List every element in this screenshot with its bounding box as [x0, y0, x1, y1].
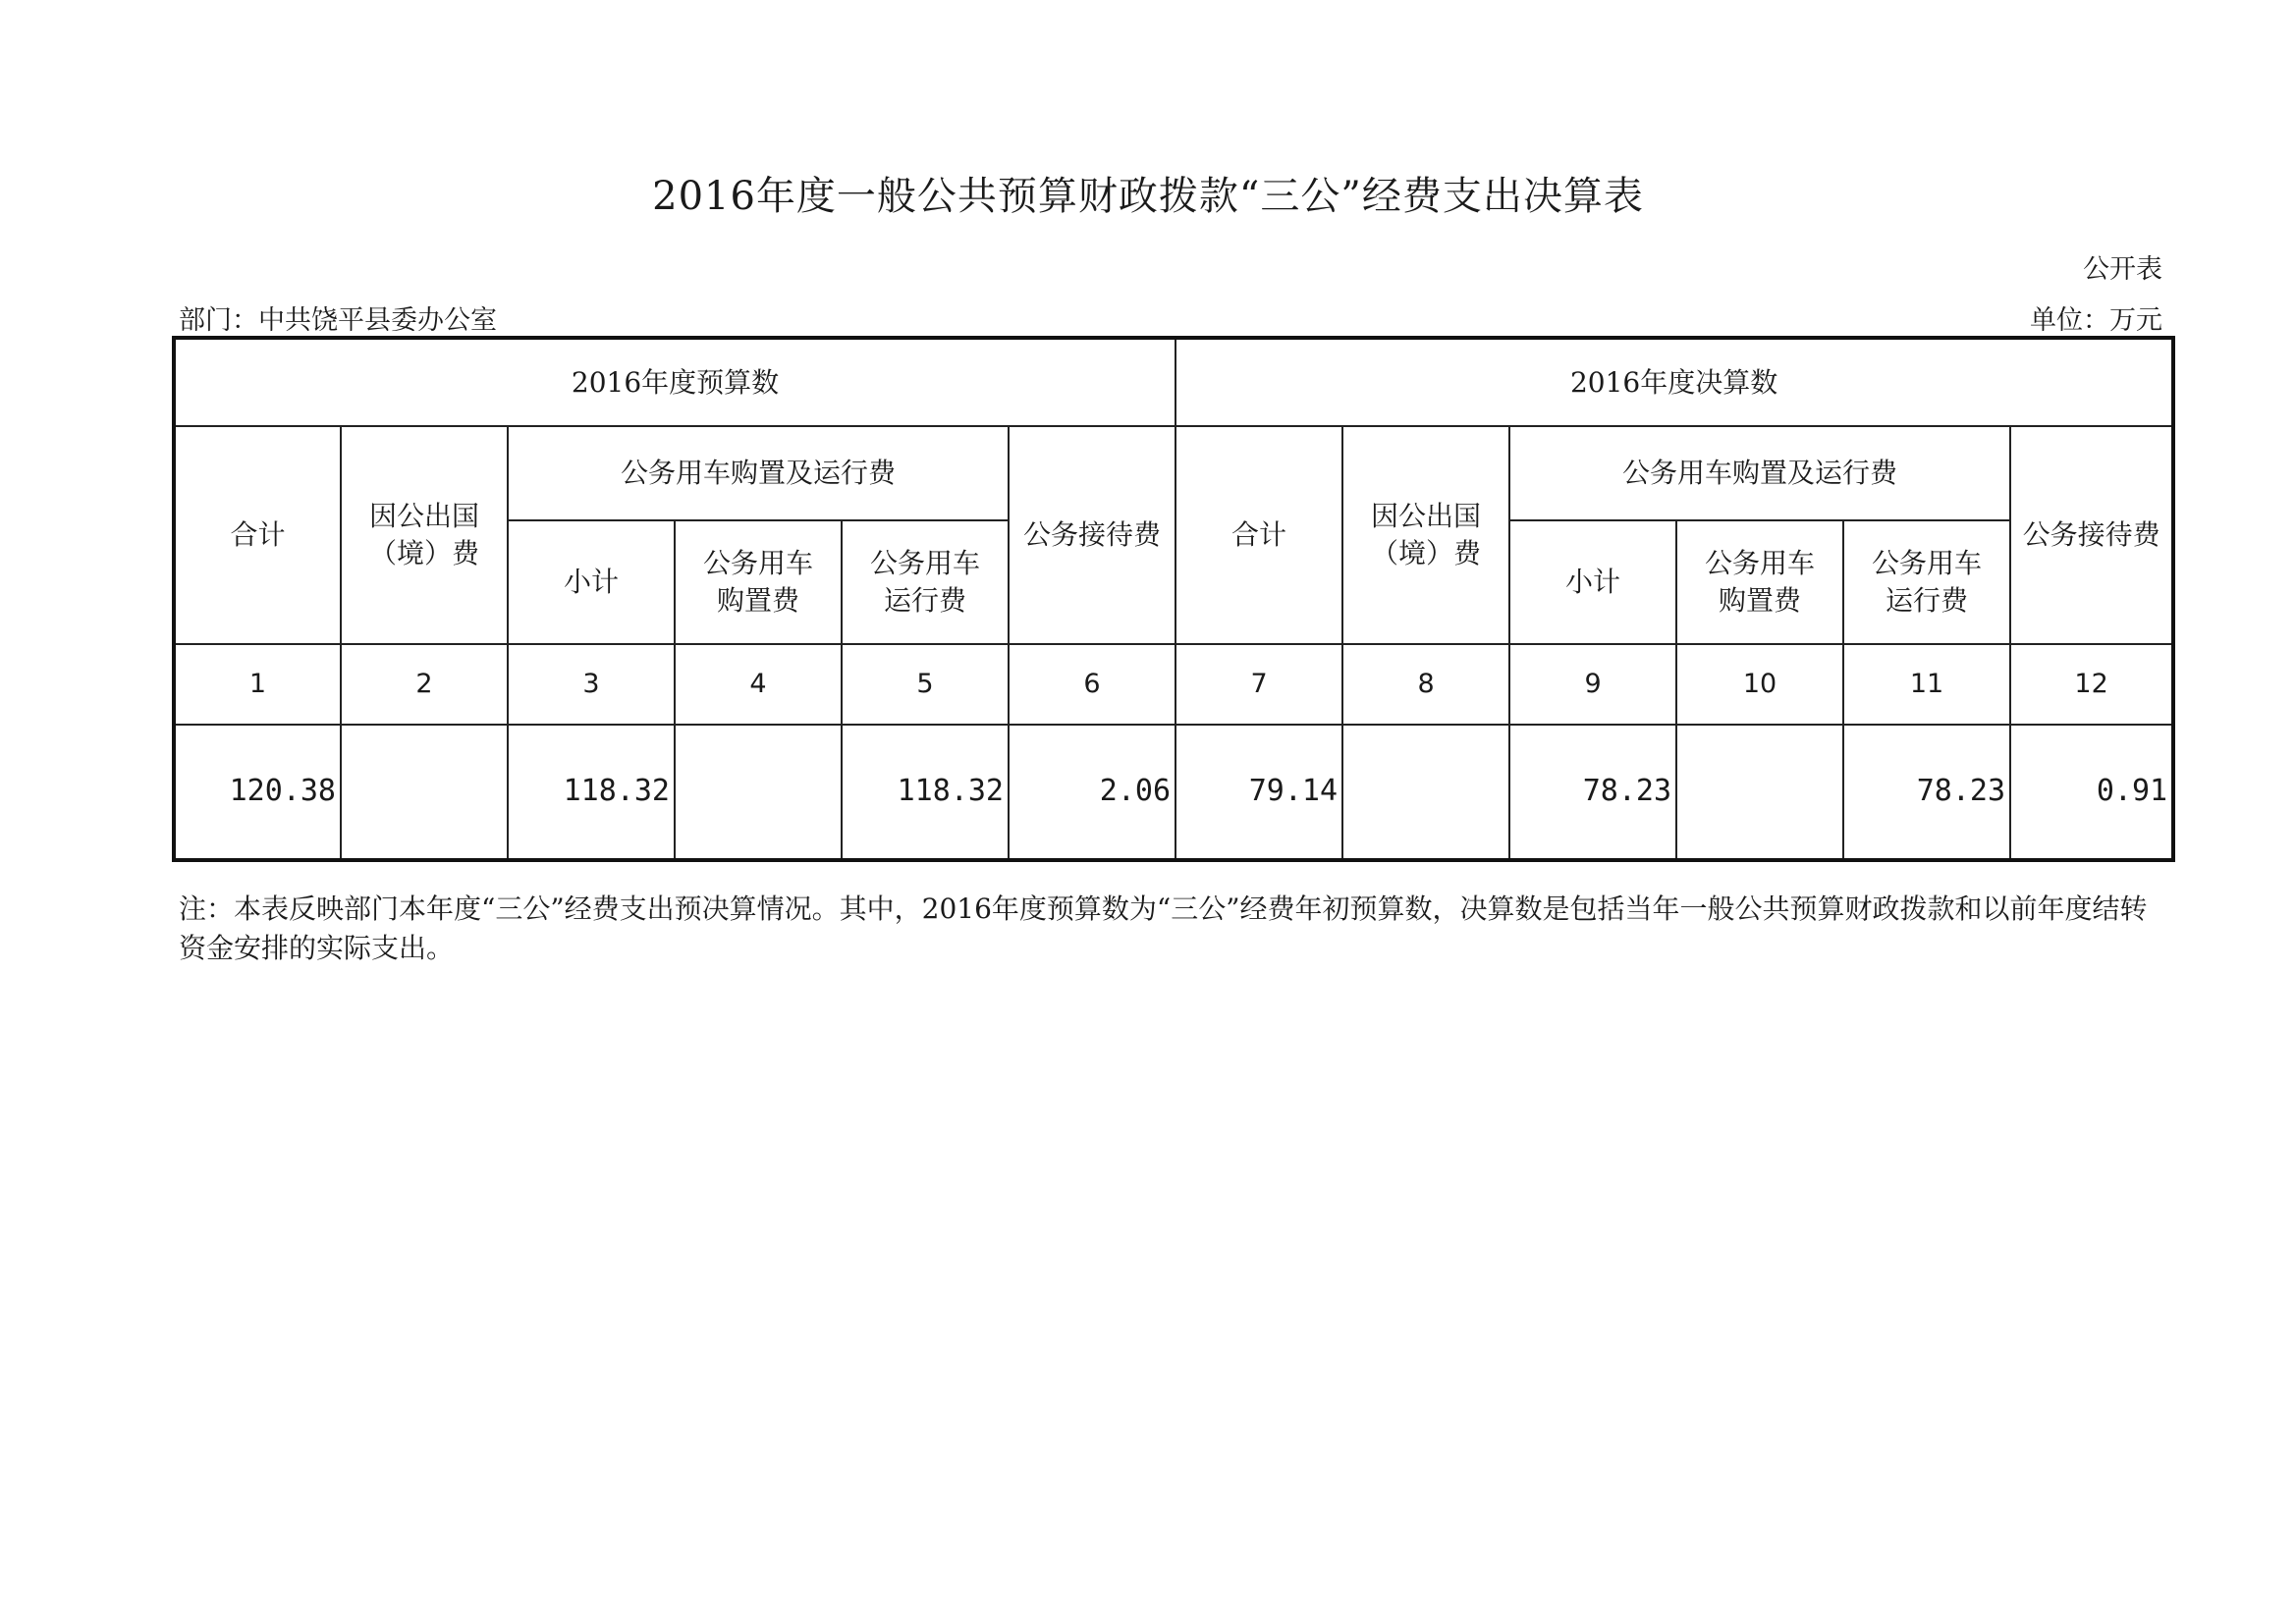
budget-vehicle-group-header: 公务用车购置及运行费 — [508, 426, 1009, 520]
budget-total-header: 合计 — [174, 426, 341, 644]
final-abroad-value — [1342, 725, 1509, 860]
column-number: 1 — [174, 644, 341, 725]
final-total-header: 合计 — [1175, 426, 1342, 644]
final-purchase-value — [1676, 725, 1843, 860]
budget-abroad-header: 因公出国 （境）费 — [341, 426, 508, 644]
column-number: 8 — [1342, 644, 1509, 725]
table-type-label: 公开表 — [2083, 254, 2162, 285]
final-subtotal-value: 78.23 — [1509, 725, 1676, 860]
budget-running-header: 公务用车 运行费 — [842, 520, 1009, 644]
budget-purchase-value — [675, 725, 842, 860]
column-number: 10 — [1676, 644, 1843, 725]
column-number: 3 — [508, 644, 675, 725]
budget-total-value: 120.38 — [174, 725, 341, 860]
column-number-row — [174, 644, 2173, 725]
final-vehicle-group-header: 公务用车购置及运行费 — [1509, 426, 2010, 520]
budget-reception-header: 公务接待费 — [1009, 426, 1175, 644]
column-number: 7 — [1175, 644, 1342, 725]
column-number: 2 — [341, 644, 508, 725]
final-subtotal-header: 小计 — [1509, 520, 1676, 644]
column-number: 5 — [842, 644, 1009, 725]
table-row — [174, 725, 2173, 860]
budget-reception-value: 2.06 — [1009, 725, 1175, 860]
final-reception-value: 0.91 — [2010, 725, 2173, 860]
page-title: 2016年度一般公共预算财政拨款“三公”经费支出决算表 — [652, 174, 1644, 219]
final-purchase-header: 公务用车 购置费 — [1676, 520, 1843, 644]
footnote: 注：本表反映部门本年度“三公”经费支出预决算情况。其中，2016年度预算数为“三公”经费年初预算数，决算数是包括当年一般公共预算财政拨款和以前年度结转资金安排的实际支出。 — [179, 893, 2148, 964]
column-number: 9 — [1509, 644, 1676, 725]
column-number: 6 — [1009, 644, 1175, 725]
budget-running-value: 118.32 — [842, 725, 1009, 860]
budget-abroad-value — [341, 725, 508, 860]
column-number: 12 — [2010, 644, 2173, 725]
budget-subtotal-value: 118.32 — [508, 725, 675, 860]
final-abroad-header: 因公出国 （境）费 — [1342, 426, 1509, 644]
unit-label: 单位：万元 — [2030, 305, 2162, 336]
department-label: 部门：中共饶平县委办公室 — [179, 305, 497, 336]
final-header: 2016年度决算数 — [1175, 338, 2173, 426]
budget-purchase-header: 公务用车 购置费 — [675, 520, 842, 644]
column-number: 11 — [1843, 644, 2010, 725]
final-running-value: 78.23 — [1843, 725, 2010, 860]
final-reception-header: 公务接待费 — [2010, 426, 2173, 644]
expenditure-table — [172, 336, 2175, 862]
budget-subtotal-header: 小计 — [508, 520, 675, 644]
column-number: 4 — [675, 644, 842, 725]
final-running-header: 公务用车 运行费 — [1843, 520, 2010, 644]
budget-header: 2016年度预算数 — [174, 338, 1175, 426]
final-total-value: 79.14 — [1175, 725, 1342, 860]
